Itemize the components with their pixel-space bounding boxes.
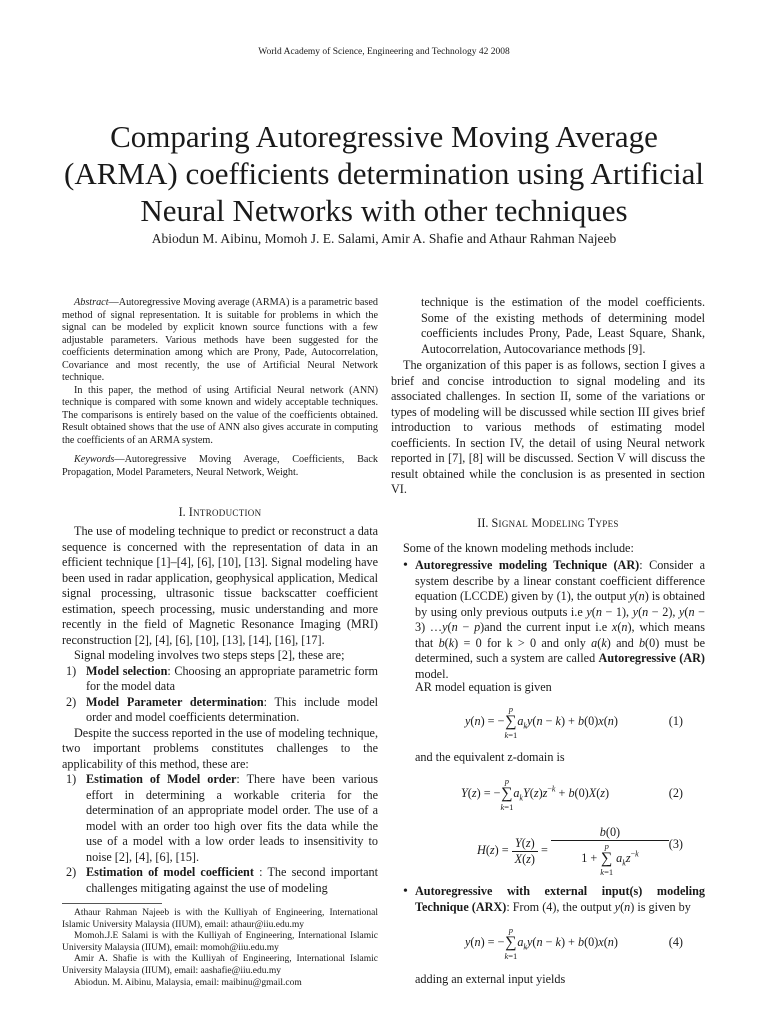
title-line-3: Neural Networks with other techniques [140, 193, 628, 228]
zdomain-intro: and the equivalent z-domain is [415, 750, 565, 764]
author-list: Abiodun M. Aibinu, Momoh J. E. Salami, Amir A. Shafie and Athaur Rahman Najeeb [151, 231, 617, 246]
keywords-label: Keywords [74, 454, 115, 465]
model-steps-list [62, 664, 378, 726]
arx-bullet [403, 884, 705, 915]
keywords-para: Keywords—Autoregressive Moving Average, Coefficients, Back Propagation, Model Parameters, Neural Network, Weight. [62, 454, 378, 478]
ar-bullet [403, 558, 705, 682]
abstract-block [62, 297, 378, 479]
title-line-2: (ARMA) coefficients determination using Artificial [64, 156, 704, 191]
footnote: Abiodun. M. Aibinu, Malaysia, email: maibinu@gmail.com [74, 977, 302, 988]
list-item: • Autoregressive modeling Technique (AR): Consider a system describe by a linear constant coefficient difference equation (LCCDE) given by (1), the output y(n) is obtained by using only previous outputs i.e y(n − 1), y(n − 2), y(n − 3) …y(n − p)and the current input i.e x(n), which means that b(k) = 0 for k > 0 and only a(k) and b(0) must be determined, such a system are called Autoregressive (AR) model. [403, 558, 706, 681]
footnotes [62, 908, 378, 989]
title-line-1: Comparing Autoregressive Moving Average [110, 119, 658, 154]
section-2-heading: II. Signal Modeling Types [477, 516, 619, 530]
equation-2: Y(z) = − p ∑ k=1 $a_kY(z)z^{-k} + b(0)X(z)$ (2) [461, 776, 683, 812]
list-item: 2) Estimation of model coefficient : The second important challenges mitigating against the use of modeling [66, 865, 379, 895]
list-item: • Autoregressive with external input(s) modeling Technique (ARX): From (4), the output y(n) is given by [403, 884, 705, 914]
list-item: 1) Estimation of Model order: There have been various effort in determining a workable criteria for the determination of an appropriate model order. The use of a model with an order too high over fits the data while the use of a model with a low order leads to insensitivity to noise [2], [4], [6], [15]. [66, 772, 378, 864]
footnote: Amir A. Shafie is with the Kulliyah of Engineering, International Islamic University Malaysia (IIUM), email: aashafie@iiu.edu.my [62, 954, 378, 976]
intro-para-2: Signal modeling involves two steps steps [2], these are; [74, 648, 345, 662]
intro-para-1: The use of modeling technique to predict or reconstruct a data sequence is concerned with the representation of data in an efficient technique [1]–[4], [6], [10], [13]. Signal modeling have been used in radar application, geophysical application, Medical signal processing, ultrasonic tissue backscatter coefficient estimation, speech processing, music understanding and more recently in the field of Magnetic Resonance Imaging (MRI) reconstruction [2], [4], [6], [10], [13], [14], [16], [17]. [62, 524, 378, 647]
modeling-methods-intro: Some of the known modeling methods include: [403, 541, 634, 555]
equation-number: (3) [668, 837, 683, 851]
continued-paragraph: technique is the estimation of the model coefficients. Some of the existing methods of determining model coefficients includes Prony, Pade, Least Square, Shank, Autocorrelation, Autocovariance methods [9]. [421, 295, 705, 356]
intro-para-3: Despite the success reported in the use of modeling technique, two important problems constitutes challenges to the applicability of this method, these are: [62, 725, 378, 771]
ar-equation-intro: AR model equation is given [415, 680, 552, 694]
equation-number: (1) [668, 714, 683, 728]
equation-number: (4) [668, 935, 683, 949]
challenges-list [62, 772, 378, 896]
equation-3: H(z) = $\frac{Y(z)}{X(z)}$ = b(0) 1 + p ∑ k=1 $a_kz^{-k}$ (3) [477, 825, 683, 877]
abstract-para-1: Abstract—Autoregressive Moving average (ARMA) is a parametric based method of signal representation. It is suitable for problems in which the signal can be modeled by explicit known source functions with a few adjustable parameters. Various methods have been suggested for the coefficients determination among which are Prony, Pade, Autocorrelation, Covariance and most recently, the use of Artificial Neural Network technique. [62, 297, 378, 383]
equation-4: y(n) = − p ∑ k=1 $a_ky(n - k) + b(0)x(n)$ (4) [465, 925, 683, 961]
abstract-para-2: In this paper, the method of using Artificial Neural network (ANN) technique is compared with some known and widely acceptable techniques. The comparisons is entirely based on the value of the coefficients obtained. Result obtained shows that the use of ANN also gives accurate in computing the coefficients of an ARMA system. [62, 384, 378, 446]
paper-title [40, 118, 728, 229]
section-1-heading: I. Introduction [178, 505, 262, 519]
running-header: World Academy of Science, Engineering and Technology 42 2008 [258, 47, 510, 57]
equation-number: (2) [668, 786, 683, 800]
section-1-body [62, 524, 378, 896]
footnote: Athaur Rahman Najeeb is with the Kulliyah of Engineering, International Islamic University Malaysia (IIUM), email: athaur@iiu.edu.my [62, 908, 378, 930]
list-item: 1) Model selection: Choosing an appropriate parametric form for the model data [66, 663, 378, 693]
external-input-text: adding an external input yields [415, 972, 566, 986]
organization-paragraph: The organization of this paper is as follows, section I gives a brief and concise introduction to signal modeling and its associated challenges. In section II, some of the variations or types of modeling will be discussed while section III gives brief introduction to various methods of estimating model coefficients. In section IV, the detail of using Neural network reported in [7], [8] will be discussed. Section V will discuss the result obtained while the conclusion is as presented in section VI. [391, 358, 705, 496]
footnote-rule [62, 903, 162, 904]
list-item: 2) Model Parameter determination: This include model order and model coefficients determination. [66, 694, 378, 724]
footnote: Momoh.J.E Salami is with the Kulliyah of Engineering, International Islamic University Malaysia (IIUM), email: momoh@iiu.edu.my [62, 931, 378, 953]
equation-1: y(n) = − p ∑ k=1 $a_ky(n - k) + b(0)x(n)$ (1) [465, 704, 683, 740]
abstract-label: Abstract [74, 297, 109, 308]
